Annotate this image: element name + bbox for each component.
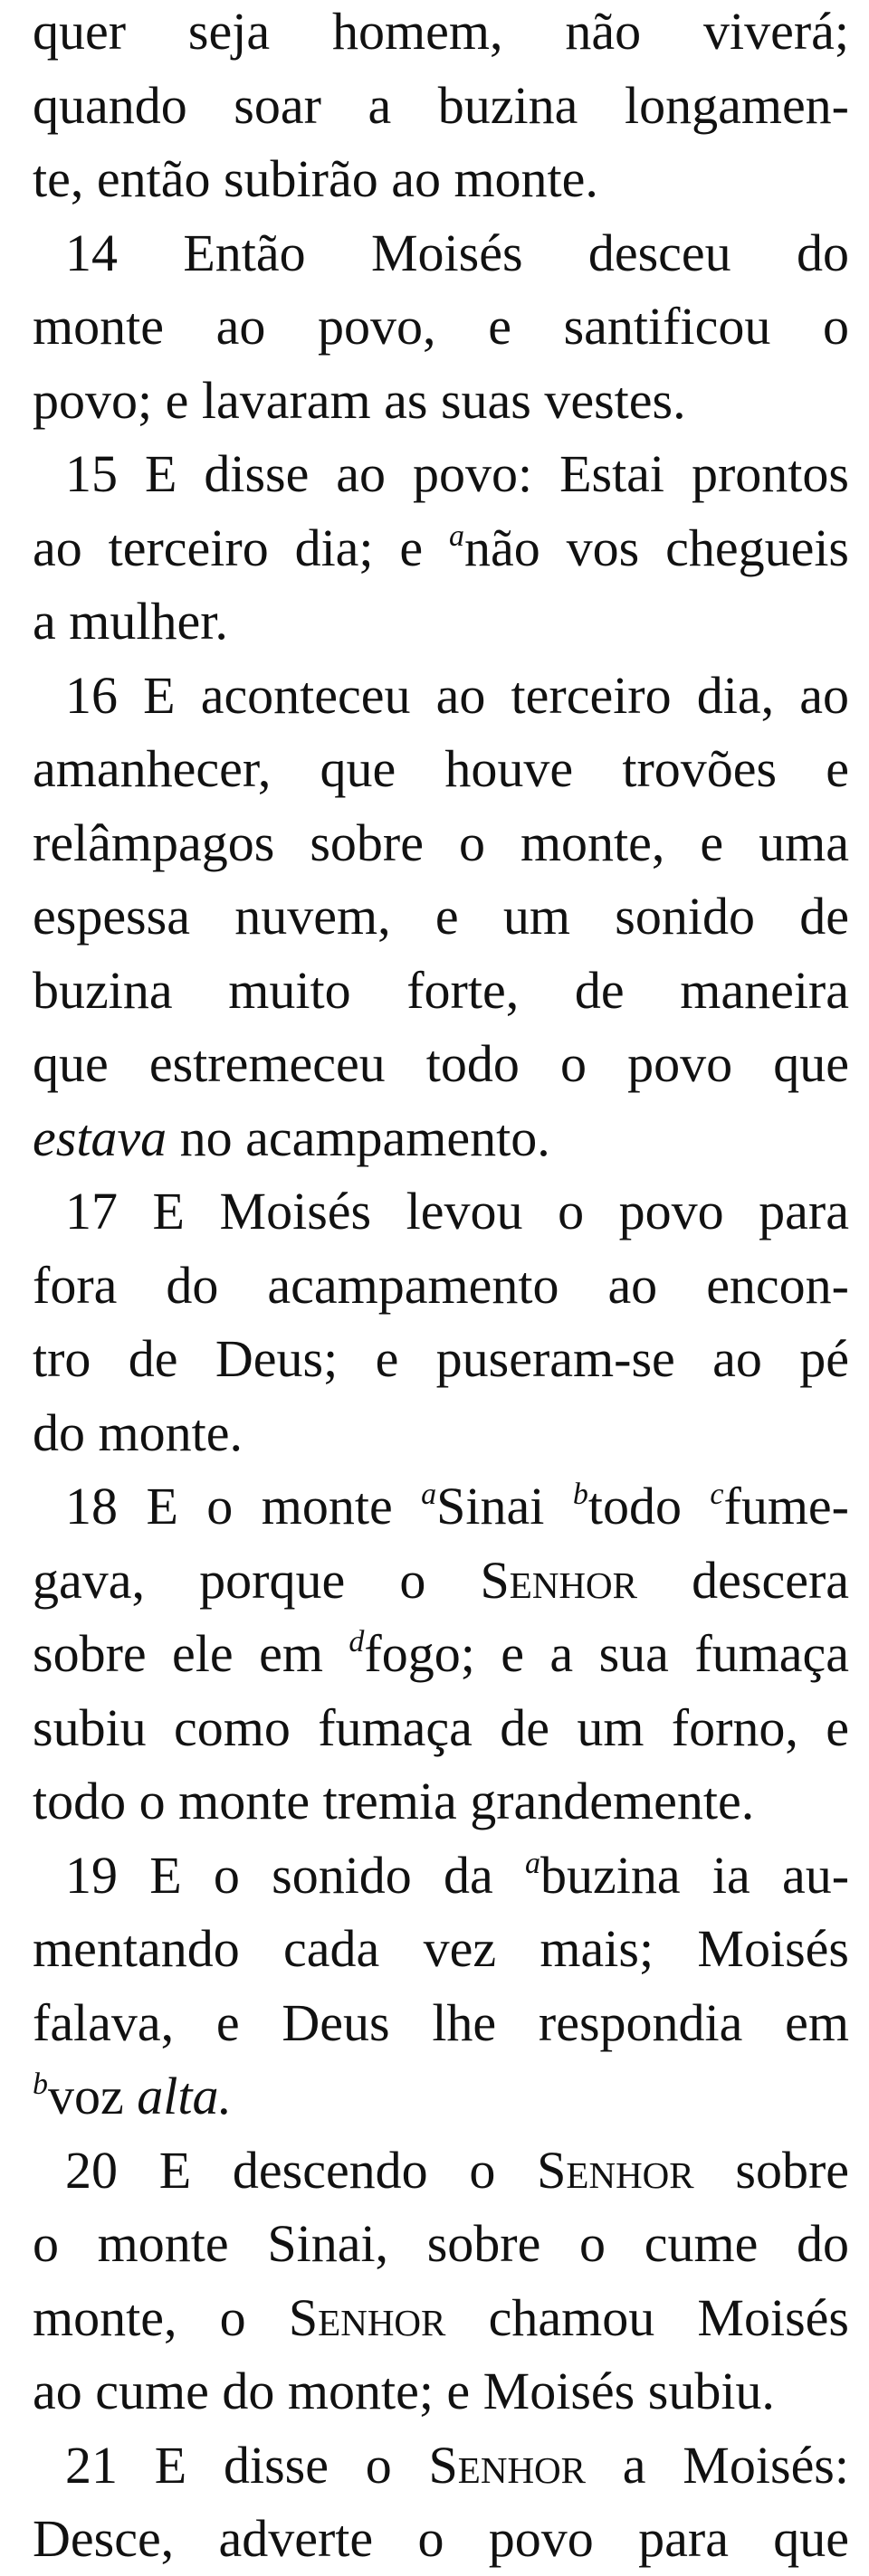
- verse-16-line-1: 16 E aconteceu ao terceiro dia, ao: [65, 665, 849, 725]
- verse-16-line-3: relâmpagos sobre o monte, e uma: [33, 813, 849, 872]
- verse-19-line-2: mentando cada vez mais; Moisés: [33, 1919, 849, 1978]
- footnote-marker[interactable]: b: [33, 2067, 48, 2101]
- verse-20-line-2: o monte Sinai, sobre o cume do: [33, 2214, 849, 2273]
- verse-18-line-1: 18 E o monte $^a$Sinai $^b$todo $^c$fume-: [65, 1477, 849, 1535]
- verse-20-line-4: ao cume do monte; e Moisés subiu.: [33, 2362, 775, 2420]
- verse-14-line-1: 14 Então Moisés desceu do: [65, 223, 849, 282]
- verse-18-line-3: sobre ele em $^d$fogo; e a sua fumaça: [33, 1624, 849, 1683]
- divine-name: Senhor: [480, 1550, 637, 1610]
- verse-20-line-3: monte, o Senhor chamou Moisés: [33, 2287, 849, 2347]
- verse-21-line-2: Desce, adverte o povo para que: [33, 2509, 849, 2568]
- verse-15-line-3: a mulher.: [33, 592, 228, 651]
- verse-21-line-1: 21 E disse o Senhor a Moisés:: [65, 2435, 849, 2495]
- verse-19-line-1: 19 E o sonido da $^a$buzina ia au-: [65, 1845, 849, 1905]
- verse-19-line-4: $^b$voz alta.: [33, 2067, 232, 2125]
- verse-17-line-4: do monte.: [33, 1402, 243, 1462]
- verse-14-line-2: monte ao povo, e santificou o: [33, 297, 849, 356]
- divine-name: Senhor: [428, 2435, 587, 2495]
- verse-16-line-5: buzina muito forte, de maneira: [33, 960, 849, 1020]
- verse-18-line-2: gava, porque o Senhor descera: [33, 1550, 849, 1610]
- verse-13-line-1: quer seja homem, não viverá;: [33, 2, 849, 61]
- verse-18-line-5: todo o monte tremia grandemente.: [33, 1772, 755, 1830]
- footnote-marker[interactable]: b: [572, 1477, 588, 1511]
- verse-18-line-4: subiu como fumaça de um forno, e: [33, 1697, 849, 1757]
- divine-name: Senhor: [537, 2140, 694, 2200]
- verse-17-line-2: fora do acampamento ao encon-: [33, 1255, 849, 1315]
- footnote-marker[interactable]: c: [710, 1477, 724, 1511]
- verse-17-line-3: tro de Deus; e puseram-se ao pé: [33, 1329, 849, 1388]
- verse-16-line-2: amanhecer, que houve trovões e: [33, 739, 849, 798]
- divine-name: Senhor: [288, 2287, 446, 2347]
- verse-16-line-4: espessa nuvem, e um sonido de: [33, 887, 849, 946]
- verse-17-line-1: 17 E Moisés levou o povo para: [65, 1182, 849, 1240]
- verse-20-line-1: 20 E descendo o Senhor sobre: [65, 2140, 849, 2200]
- verse-15-line-2: ao terceiro dia; e $^a$não vos chegueis: [33, 518, 849, 577]
- footnote-marker[interactable]: a: [449, 518, 465, 553]
- verse-15-line-1: 15 E disse ao povo: Estai prontos: [65, 444, 849, 503]
- footnote-marker[interactable]: d: [349, 1624, 365, 1659]
- verse-13-line-2: quando soar a buzina longamen-: [33, 75, 849, 135]
- verse-16-line-6: que estremeceu todo o povo que: [33, 1034, 849, 1093]
- verse-19-line-3: falava, e Deus lhe respondia em: [33, 1992, 849, 2052]
- verse-16-line-7: estava no acampamento.: [33, 1107, 550, 1167]
- verse-13-line-3: te, então subirão ao monte.: [33, 149, 598, 208]
- verse-14-line-3: povo; e lavaram as suas vestes.: [33, 370, 686, 430]
- footnote-marker[interactable]: a: [525, 1846, 541, 1880]
- footnote-marker[interactable]: a: [421, 1477, 437, 1511]
